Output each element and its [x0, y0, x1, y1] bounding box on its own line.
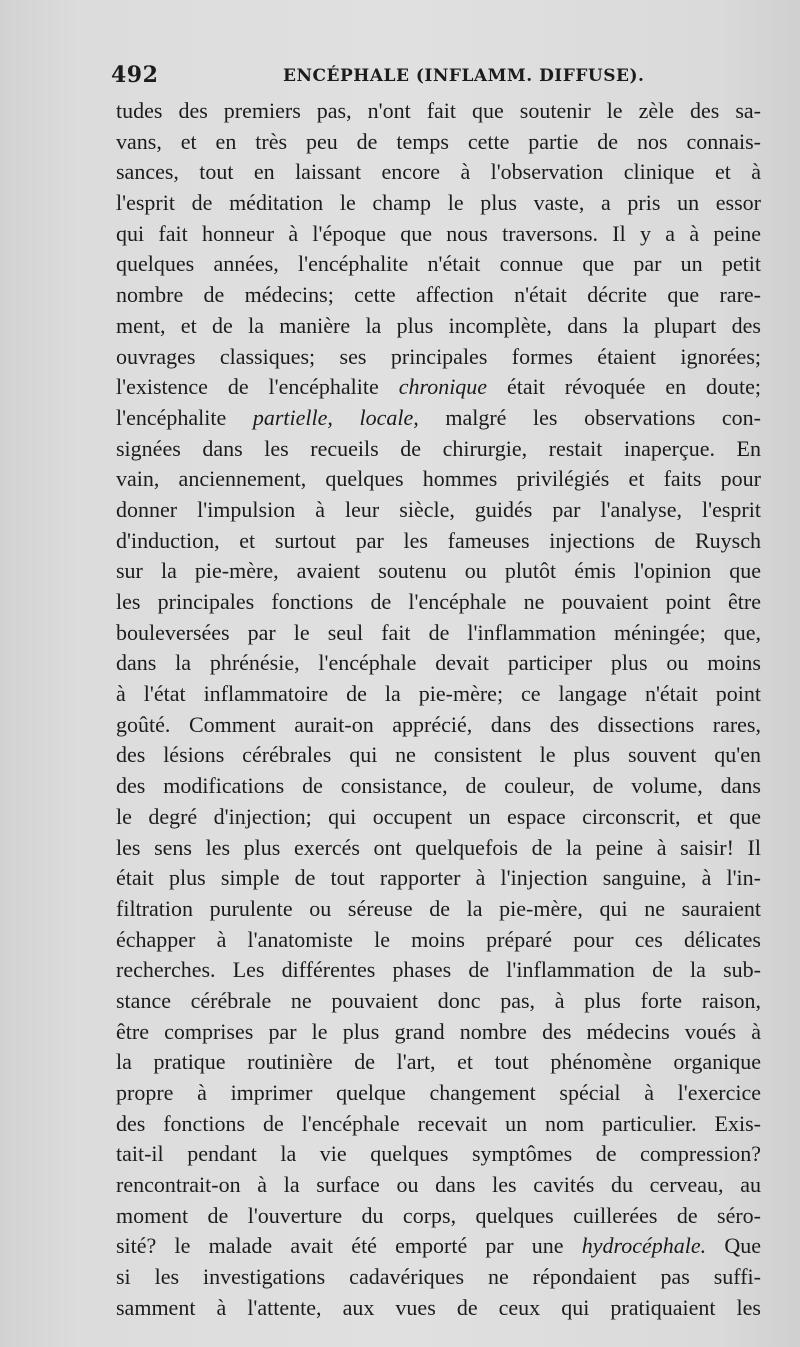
text-line: ouvrages classiques; ses principales formes étaient ignorées; [116, 343, 761, 369]
text-line: des lésions cérébrales qui ne consistent le plus souvent qu'en [116, 742, 761, 768]
body-text [116, 96, 761, 1324]
text-line: ment, et de la manière la plus incomplète, dans la plupart des [116, 312, 761, 338]
text-line: les principales fonctions de l'encéphale ne pouvaient point être [116, 589, 761, 614]
text-line: dans la phrénésie, l'encéphale devait participer plus ou moins [116, 650, 761, 676]
text-line: échapper à l'anatomiste le moins préparé pour ces délicates [116, 926, 761, 952]
text-line: quelques années, l'encéphalite n'était connue que par un petit [116, 251, 761, 277]
text-line: des modifications de consistance, de couleur, de volume, dans [116, 773, 761, 799]
text-line: bouleversées par le seul fait de l'inflammation méningée; que, [116, 619, 761, 645]
text-line: les sens les plus exercés ont quelquefois de la peine à saisir! Il [116, 834, 761, 860]
text-line: sité? le malade avait été emporté par une hydrocéphale. Que [116, 1233, 762, 1259]
text-line: l'encéphalite partielle, locale, malgré les observations con- [116, 404, 761, 430]
page-header [111, 58, 751, 92]
text-line: si les investigations cadavériques ne répondaient pas suffi- [116, 1264, 761, 1290]
text-line: l'esprit de méditation le champ le plus vaste, a pris un essor [116, 190, 761, 216]
text-line: la pratique routinière de l'art, et tout phénomène organique [116, 1049, 761, 1075]
text-line: vans, et en très peu de temps cette partie de nos connais- [116, 128, 761, 154]
text-line: l'existence de l'encéphalite chronique était révoquée en doute; [116, 374, 761, 400]
text-line: d'induction, et surtout par les fameuses injections de Ruysch [116, 527, 761, 553]
text-line: recherches. Les différentes phases de l'inflammation de la sub- [116, 957, 761, 983]
text-line: stance cérébrale ne pouvaient donc pas, à plus forte raison, [116, 987, 761, 1013]
text-line: qui fait honneur à l'époque que nous traversons. Il y a à peine [116, 220, 761, 246]
text-line: être comprises par le plus grand nombre des médecins voués à [116, 1018, 761, 1044]
page-number: 492 [111, 62, 159, 88]
text-line: signées dans les recueils de chirurgie, restait inaperçue. En [116, 435, 761, 461]
text-line: était plus simple de tout rapporter à l'injection sanguine, à l'in- [116, 865, 761, 891]
text-line: goûté. Comment aurait-on apprécié, dans des dissections rares, [116, 711, 761, 737]
text-line: à l'état inflammatoire de la pie-mère; ce langage n'était point [116, 681, 761, 707]
text-line: propre à imprimer quelque changement spécial à l'exercice [116, 1080, 761, 1105]
running-head: ENCÉPHALE (INFLAMM. DIFFUSE). [283, 66, 645, 86]
text-line: donner l'impulsion à leur siècle, guidés par l'analyse, l'esprit [116, 496, 761, 522]
text-line: tait-il pendant la vie quelques symptômes de compression? [116, 1141, 761, 1167]
text-line: sances, tout en laissant encore à l'observation clinique et à [116, 159, 761, 185]
text-line: sur la pie-mère, avaient soutenu ou plutôt émis l'opinion que [116, 558, 761, 584]
text-line: tudes des premiers pas, n'ont fait que soutenir le zèle des sa- [116, 98, 761, 123]
text-line: filtration purulente ou séreuse de la pie-mère, qui ne sauraient [116, 895, 761, 921]
text-line: nombre de médecins; cette affection n'était décrite que rare- [116, 282, 761, 308]
text-line: samment à l'attente, aux vues de ceux qui pratiquaient les [116, 1294, 761, 1320]
text-line: rencontrait-on à la surface ou dans les cavités du cerveau, au [116, 1172, 761, 1198]
text-line: moment de l'ouverture du corps, quelques cuillerées de séro- [116, 1202, 761, 1228]
text-line: vain, anciennement, quelques hommes privilégiés et faits pour [116, 466, 761, 492]
text-line: des fonctions de l'encéphale recevait un nom particulier. Exis- [116, 1110, 761, 1136]
text-line: le degré d'injection; qui occupent un espace circonscrit, et que [116, 803, 761, 829]
